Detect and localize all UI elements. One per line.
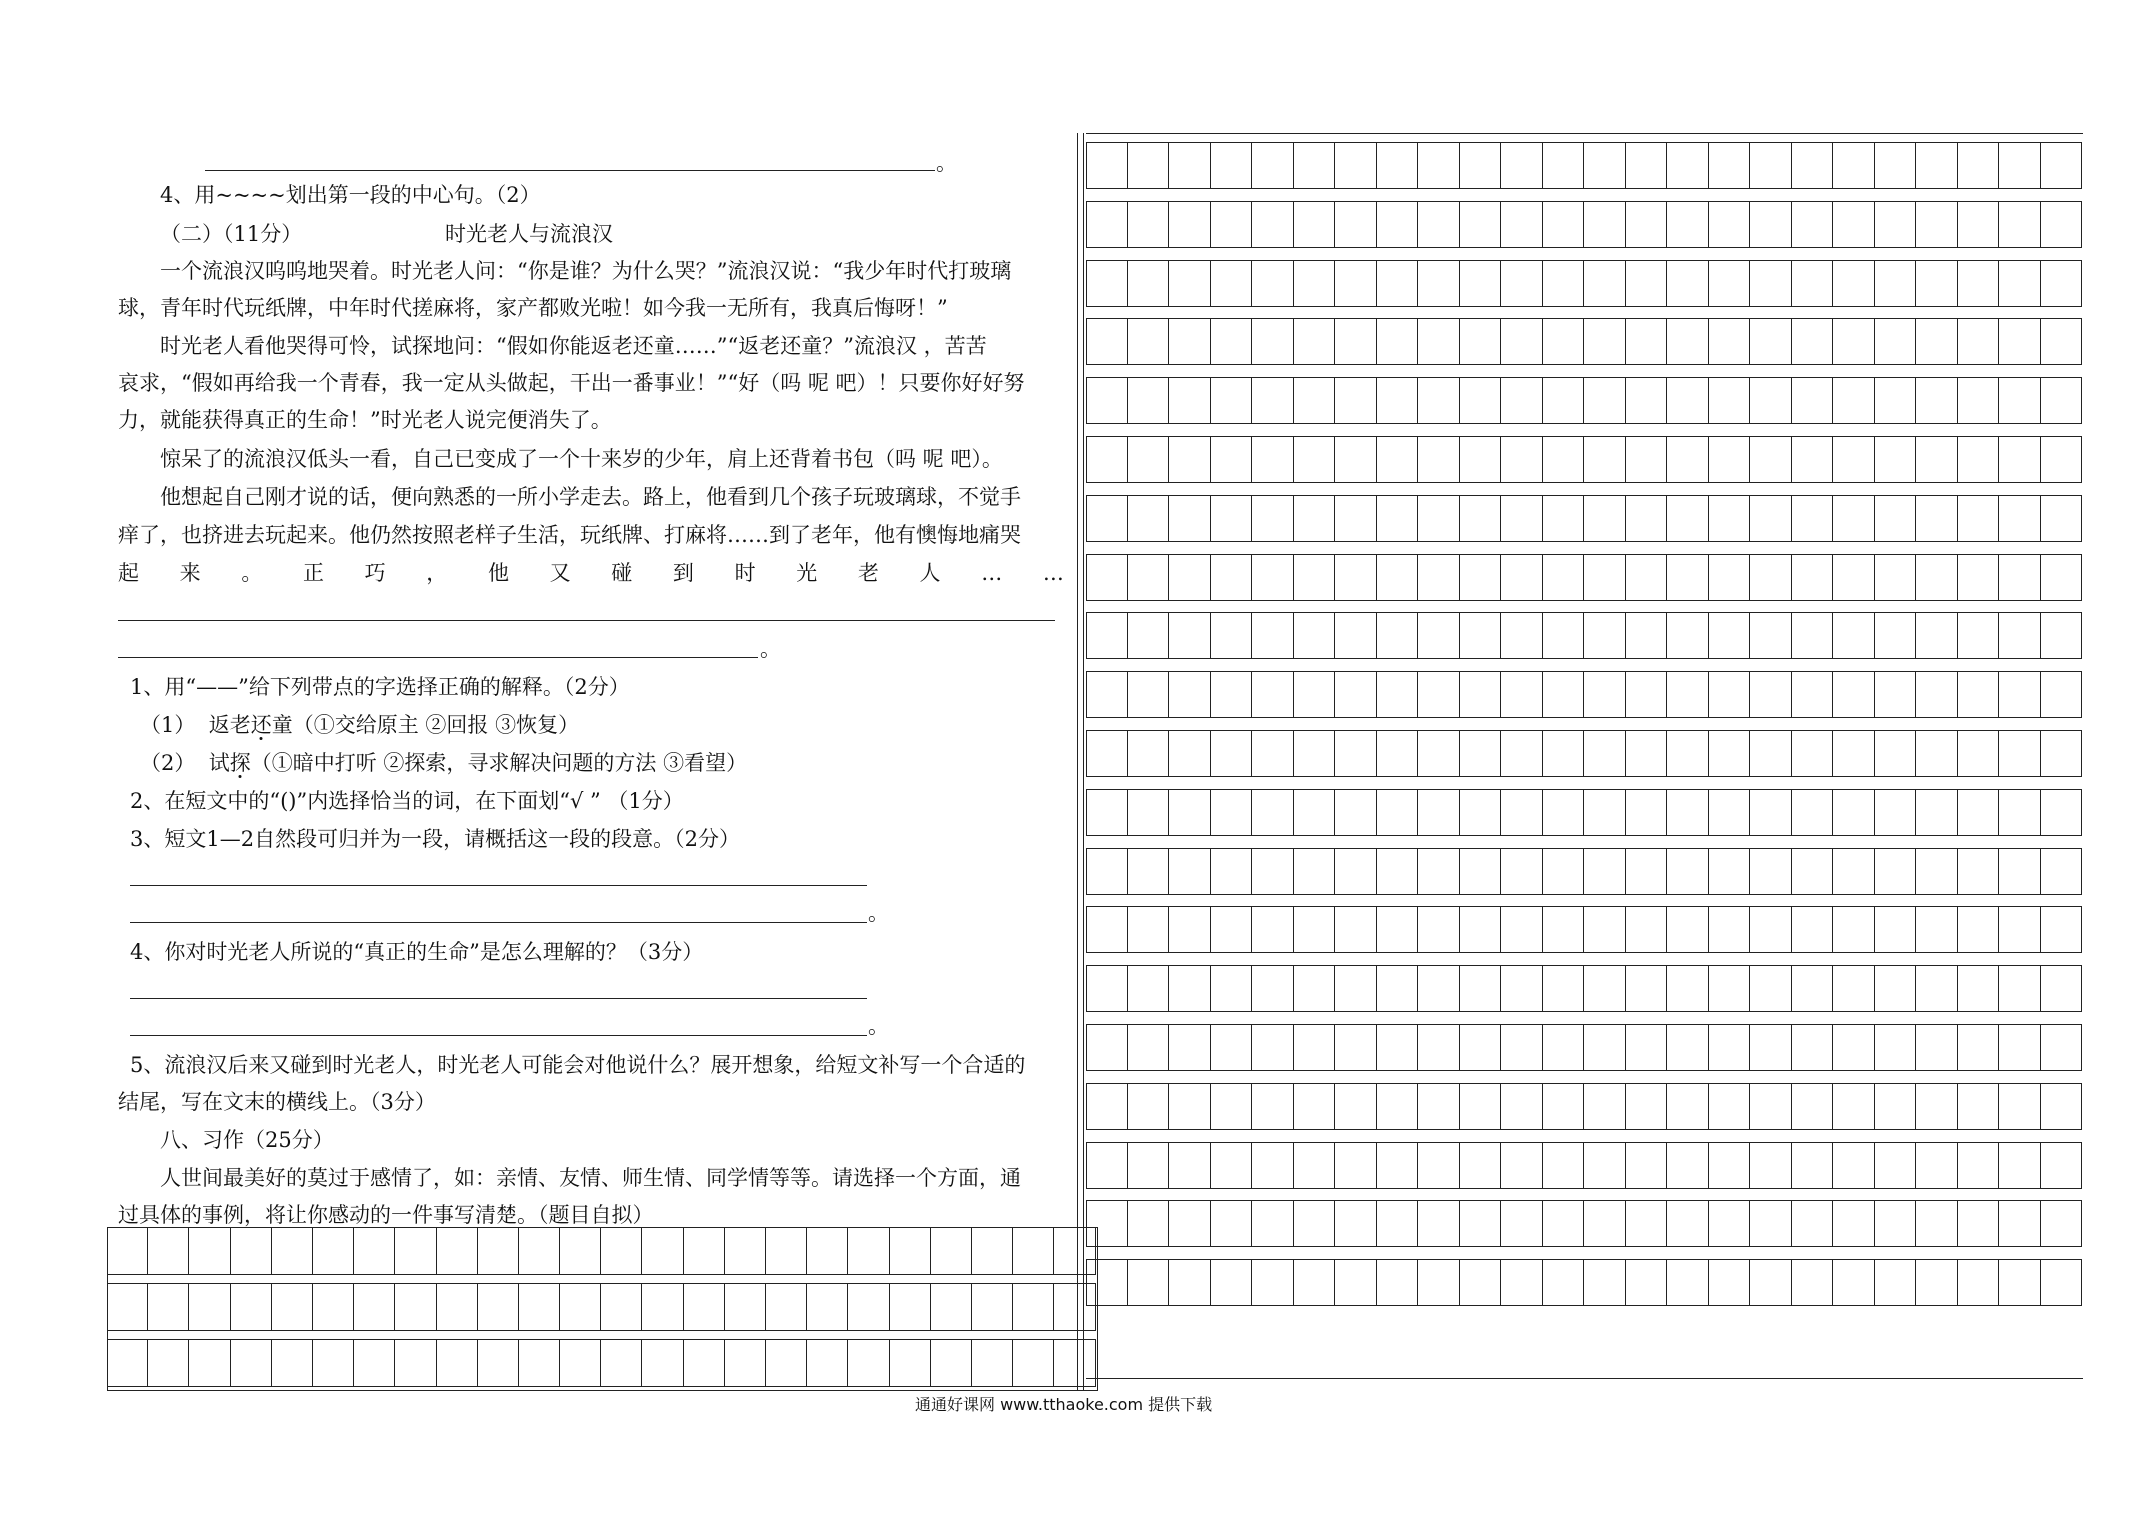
passage-p4-line2: 痒了，也挤进去玩起来。他仍然按照老样子生活，玩纸牌、打麻将……到了老年，他有懊悔地痛哭 — [118, 523, 1021, 547]
passage-p2-line3: 力，就能获得真正的生命！”时光老人说完便消失了。 — [118, 408, 612, 432]
question-1-2 — [140, 748, 747, 778]
q3-answer-line-2[interactable] — [130, 922, 867, 923]
q4-answer-tail: 。 — [868, 1014, 889, 1038]
passage-p2-line2: 哀求，“假如再给我一个青春，我一定从头做起，干出一番事业！”“好（吗 呢 吧）！只要你好好努 — [118, 371, 1025, 395]
q1-1-word-post: 童 — [271, 713, 293, 737]
passage-p4-line1: 他想起自己刚才说的话，便向熟悉的一所小学走去。路上，他看到几个孩子玩玻璃球，不觉手 — [160, 485, 1021, 509]
composition-prompt-line1: 人世间最美好的莫过于感情了，如：亲情、友情、师生情、同学情等等。请选择一个方面，通 — [160, 1166, 1021, 1190]
answer-line-top-tail: 。 — [936, 151, 957, 175]
q1-1-number: （1） — [140, 713, 196, 737]
left-grid-frame — [107, 1227, 1098, 1391]
question-5-line2: 结尾，写在文末的横线上。（3分） — [118, 1090, 436, 1114]
q1-1-dotted-char: 还 — [250, 713, 272, 737]
char: 又 — [549, 561, 571, 585]
char: 人 — [919, 561, 941, 585]
question-4: 4、你对时光老人所说的“真正的生命”是怎么理解的？（3分） — [130, 940, 704, 964]
char: 他 — [487, 561, 509, 585]
q3-answer-tail: 。 — [868, 901, 889, 925]
passage-p2-line1: 时光老人看他哭得可怜，试探地问：“假如你能返老还童……”“返老还童？”流浪汉 ，苦苦 — [160, 334, 987, 358]
q1-2-word-pre: 试 — [208, 751, 230, 775]
char: 巧 — [364, 561, 386, 585]
passage-end-line-2[interactable] — [118, 657, 758, 658]
q1-2-options: （①暗中打听 ②探索，寻求解决问题的方法 ③看望） — [250, 751, 748, 775]
column-divider — [1077, 133, 1078, 1390]
char: 起 — [118, 561, 139, 585]
footer-credit: 通通好课网 www.tthaoke.com 提供下载 — [915, 1395, 1213, 1414]
question-5-line1: 5、流浪汉后来又碰到时光老人，时光老人可能会对他说什么？展开想象，给短文补写一个合适的 — [130, 1053, 1026, 1077]
question-1: 1、用“——”给下列带点的字选择正确的解释。（2分） — [130, 675, 630, 699]
q1-1-options: （①交给原主 ②回报 ③恢复） — [292, 713, 580, 737]
passage-p3-line1: 惊呆了的流浪汉低头一看，自己已变成了一个十来岁的少年，肩上还背着书包（吗 呢 吧）。 — [160, 447, 1003, 471]
char: 来 — [179, 561, 201, 585]
question-2: 2、在短文中的“()”内选择恰当的词，在下面划“√ ” （1分） — [130, 789, 684, 813]
section-2-label: （二）（11分） — [160, 222, 303, 246]
char: 时 — [734, 561, 756, 585]
q4-answer-line-1[interactable] — [130, 998, 867, 999]
answer-line-top[interactable] — [205, 170, 935, 171]
q3-answer-line-1[interactable] — [130, 885, 867, 886]
char: 到 — [672, 561, 694, 585]
passage-p1-line2: 球，青年时代玩纸牌，中年时代搓麻将，家产都败光啦！如今我一无所有，我真后悔呀！” — [118, 296, 948, 320]
q4-answer-line-2[interactable] — [130, 1035, 867, 1036]
composition-prompt-line2: 过具体的事例，将让你感动的一件事写清楚。（题目自拟） — [118, 1203, 654, 1227]
char: … — [1042, 561, 1064, 585]
char: 老 — [857, 561, 879, 585]
question-3: 3、短文1—2自然段可归并为一段，请概括这一段的段意。（2分） — [130, 827, 740, 851]
right-grid-frame — [1086, 133, 2083, 1379]
q1-1-word-pre: 返老 — [208, 713, 251, 737]
composition-title: 八、习作（25分） — [160, 1128, 334, 1152]
question-4-previous: 4、用~~~~划出第一段的中心句。（2） — [160, 183, 541, 207]
passage-end-tail: 。 — [760, 637, 781, 661]
q1-2-dotted-char: 探 — [229, 751, 251, 775]
char: 正 — [302, 561, 324, 585]
passage-end-line-1[interactable] — [118, 620, 1055, 621]
column-divider-inner — [1083, 133, 1084, 1390]
passage-p4-line3 — [118, 558, 1064, 588]
passage-p1-line1: 一个流浪汉呜呜地哭着。时光老人问：“你是谁？为什么哭？”流浪汉说：“我少年时代打玻璃 — [160, 259, 1012, 283]
q1-2-number: （2） — [140, 751, 196, 775]
char: 碰 — [611, 561, 633, 585]
question-1-1 — [140, 710, 579, 740]
char: 光 — [796, 561, 818, 585]
char: 。 — [241, 561, 263, 585]
char: … — [981, 561, 1003, 585]
passage-title: 时光老人与流浪汉 — [445, 222, 613, 246]
char: ， — [426, 561, 448, 585]
